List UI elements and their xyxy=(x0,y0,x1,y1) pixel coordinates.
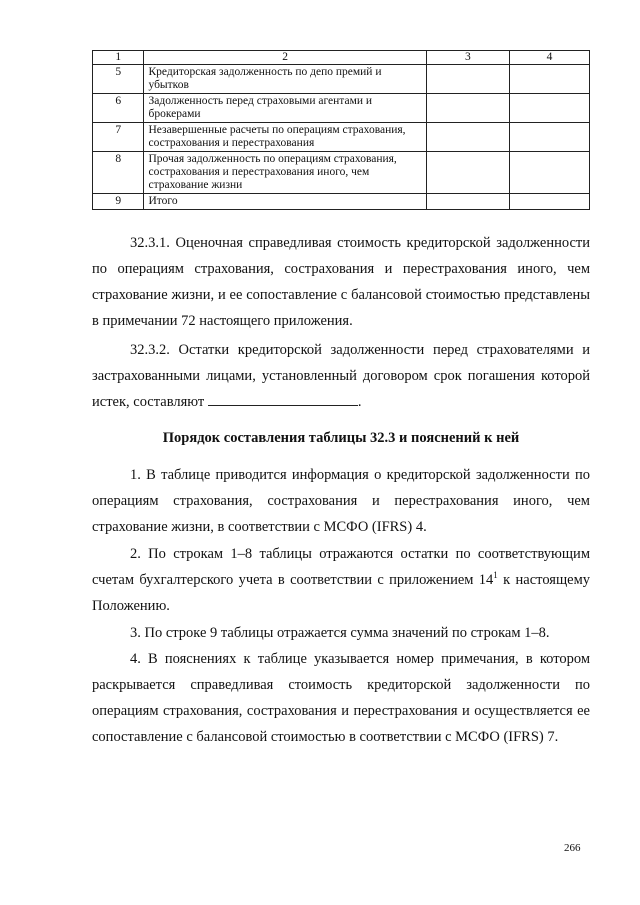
paragraph-32-3-2-end: . xyxy=(357,394,362,410)
row-value-col4 xyxy=(509,65,589,94)
payables-table xyxy=(92,50,590,210)
instruction-4: 4. В пояснениях к таблице указывается номер примечания, в котором раскрывается справедливая стоимость кредиторской задолженности по операциям страхования, сострахования и перестрахования и осуществляется ее сопоставление с балансовой стоимостью в соответствии с МСФО (IFRS) 7. xyxy=(92,651,590,745)
table-header-cell: 4 xyxy=(509,51,589,65)
table-row xyxy=(93,65,590,94)
page-number: 266 xyxy=(564,842,581,854)
table-header-cell: 2 xyxy=(144,51,426,65)
paragraph-32-3-1: 32.3.1. Оценочная справедливая стоимость кредиторской задолженности по операциям страхования, сострахования и перестрахования иного, чем страхование жизни, и ее сопоставление с балансовой стоимостью представлены в примечании 72 настоящего приложения. xyxy=(92,235,590,329)
row-label: Кредиторская задолженность по депо премий и убытков xyxy=(144,65,426,94)
row-number: 9 xyxy=(93,194,144,210)
table-row xyxy=(93,123,590,152)
row-number: 5 xyxy=(93,65,144,94)
table-row xyxy=(93,94,590,123)
row-value-col3 xyxy=(426,94,509,123)
row-value-col4 xyxy=(509,123,589,152)
row-value-col3 xyxy=(426,194,509,210)
paragraph-32-3-2-text: 32.3.2. Остатки кредиторской задолженности перед страхователями и застрахованными лицами, установленный договором срок погашения которой истек, составляют xyxy=(92,342,590,410)
row-number: 8 xyxy=(93,152,144,194)
superscript-1: 1 xyxy=(493,570,498,581)
row-value-col3 xyxy=(426,123,509,152)
table-header-cell: 1 xyxy=(93,51,144,65)
row-label: Незавершенные расчеты по операциям страхования, сострахования и перестрахования xyxy=(144,123,426,152)
table-row xyxy=(93,152,590,194)
table-header-row xyxy=(93,51,590,65)
row-value-col3 xyxy=(426,65,509,94)
section-heading: Порядок составления таблицы 32.3 и пояснений к ней xyxy=(162,430,520,446)
row-number: 7 xyxy=(93,123,144,152)
instruction-2 xyxy=(92,541,590,619)
row-value-col3 xyxy=(426,152,509,194)
instruction-2-text-end: к настоящему Положению. xyxy=(92,572,590,614)
instruction-3: 3. По строке 9 таблицы отражается сумма значений по строкам 1–8. xyxy=(130,625,550,641)
table-header-cell: 3 xyxy=(426,51,509,65)
table-row xyxy=(93,194,590,210)
row-label: Итого xyxy=(144,194,426,210)
row-value-col4 xyxy=(509,194,589,210)
paragraph-32-3-2 xyxy=(92,337,590,415)
instruction-2-text: 2. По строкам 1–8 таблицы отражаются остатки по соответствующим счетам бухгалтерского учета в соответствии с приложением 14 xyxy=(92,546,590,588)
blank-amount-line xyxy=(208,391,358,406)
instruction-1: 1. В таблице приводится информация о кредиторской задолженности по операциям страхования, сострахования и перестрахования иного, чем страхование жизни, в соответствии с МСФО (IFRS) 4. xyxy=(92,467,590,535)
row-number: 6 xyxy=(93,94,144,123)
row-label: Задолженность перед страховыми агентами и брокерами xyxy=(144,94,426,123)
row-value-col4 xyxy=(509,152,589,194)
row-label: Прочая задолженность по операциям страхования, сострахования и перестрахования иного, чем страхование жизни xyxy=(144,152,426,194)
row-value-col4 xyxy=(509,94,589,123)
